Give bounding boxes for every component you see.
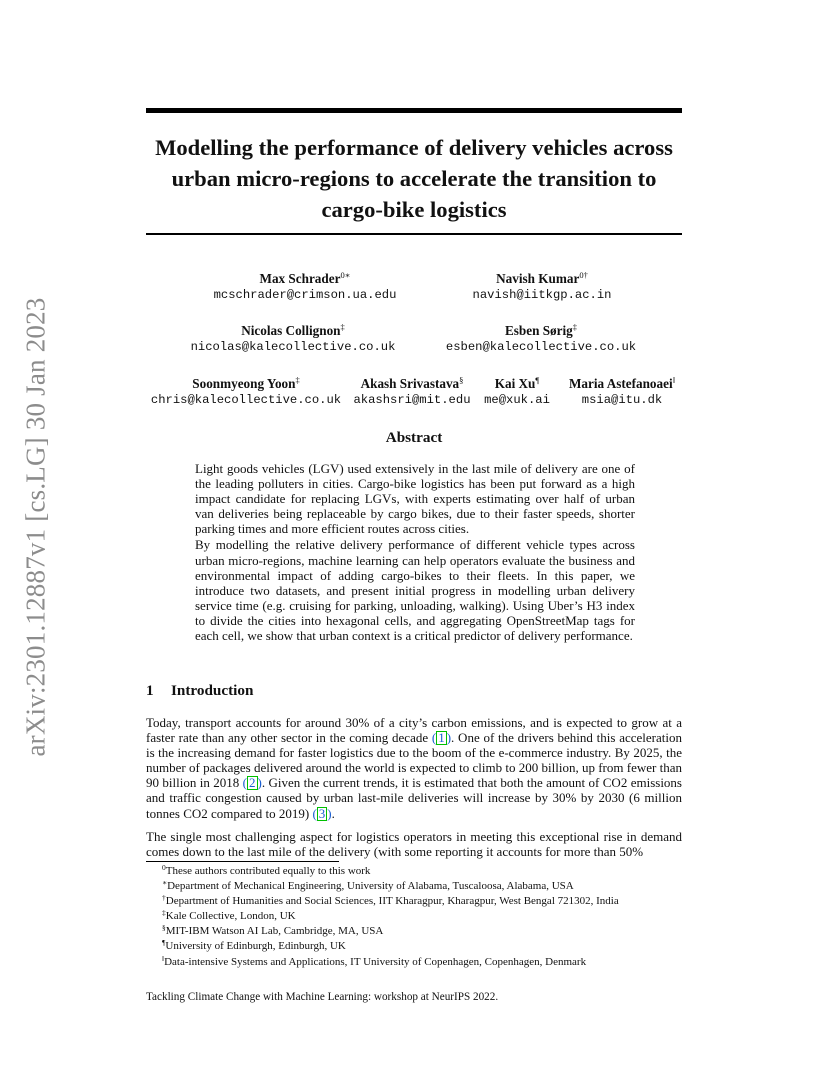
citation-number[interactable]: 3 [318, 805, 326, 821]
author-email[interactable]: esben@kalecollective.co.uk [445, 340, 637, 354]
footnotes [162, 864, 619, 970]
author-affiliation-mark: ‖ [672, 375, 676, 385]
citation-link[interactable]: ( 2 ) [242, 775, 262, 791]
section-number: 1 [146, 682, 154, 699]
citation-number[interactable]: 2 [249, 775, 256, 791]
abstract-heading: Abstract [385, 429, 443, 446]
footnote-mark: § [162, 923, 166, 933]
citation-number[interactable]: 1 [438, 730, 445, 746]
introduction-body [146, 715, 682, 859]
footnote: $^0$These authors contributed equally to this work [162, 863, 371, 877]
author-email[interactable]: nicolas@kalecollective.co.uk [190, 340, 396, 354]
footnote-mark: ‖ [162, 953, 165, 963]
author-block [353, 375, 470, 409]
author-affiliation-mark: ‡ [572, 322, 578, 332]
author-email[interactable]: akashsri@mit.edu [353, 393, 471, 407]
footnote-mark: † [162, 893, 166, 903]
footnote-mark: ∗ [162, 878, 168, 888]
workshop-note: Tackling Climate Change with Machine Learning: workshop at NeurIPS 2022. [146, 991, 499, 1003]
author-affiliation-mark: ‡ [340, 322, 345, 332]
author-affiliation-mark: 0† [579, 270, 588, 280]
author-email[interactable]: chris@kalecollective.co.uk [150, 393, 342, 407]
title-top-rule [146, 108, 682, 113]
section-heading [146, 681, 253, 701]
author-block [191, 322, 396, 356]
author-email[interactable]: mcschrader@crimson.ua.edu [213, 288, 397, 302]
footnote-mark: ¶ [162, 938, 166, 948]
abstract-paragraph: Light goods vehicles (LGV) used extensively in the last mile of delivery are one of the leading polluters in cities. Cargo-bike logistics has been put forward as a high impact candidate for replacing LGVs, with experts estimating over half of urban van deliveries being replaceable by cargo bikes, due to their faster speeds, shorter parking times and more efficient routes across cities. [195, 461, 635, 537]
author-name: Soonmyeong Yoon [192, 376, 296, 391]
author-block [473, 270, 612, 304]
body-paragraph: The single most challenging aspect for logistics operators in meeting this exceptional rise in demand comes down to the last mile of the delivery (with some reporting it accounts for more than 50% [146, 828, 682, 859]
author-affiliation-mark: ‡ [295, 375, 300, 385]
author-email[interactable]: navish@iitkgp.ac.in [472, 288, 612, 302]
footnote: §MIT-IBM Watson AI Lab, Cambridge, MA, USA [162, 923, 384, 938]
abstract-paragraph: By modelling the relative delivery performance of different vehicle types across urban micro-regions, machine learning can help operators evaluate the business and environmental impact of adding cargo-bikes to their fleets. In this paper, we introduce two datasets, and present initial progress in modelling urban delivery service time (e.g. cruising for parking, unloading, walking). Using Uber’s H3 index to divide the cities into hexagonal cells, and aggregating OpenStreetMap tags for each cell, we show that urban context is a critical predictor of delivery performance. [195, 537, 635, 644]
section-title: Introduction [171, 682, 254, 699]
author-name: Navish Kumar [496, 271, 580, 286]
citation-link[interactable]: ( 3 ) [312, 805, 332, 821]
author-block [569, 375, 675, 409]
author-name: Kai Xu [494, 376, 536, 391]
author-affiliation-mark: ¶ [535, 375, 540, 385]
title-bottom-rule [146, 233, 682, 235]
author-block [484, 375, 550, 409]
author-affiliation-mark: 0∗ [340, 270, 351, 280]
citation-link[interactable]: ( 1 ) [431, 730, 452, 746]
author-name: Max Schrader [259, 271, 341, 286]
footnote: ‖Data-intensive Systems and Applications, IT University of Copenhagen, Copenhagen, Denmark [162, 953, 587, 968]
author-affiliation-mark: § [459, 375, 464, 385]
footnote-mark: ‡ [162, 908, 166, 918]
paper-title: Modelling the performance of delivery vehicles across urban micro-regions to accelerate the transition to cargo-bike logistics [155, 135, 673, 222]
footnote-mark: 0 [162, 863, 166, 872]
author-name: Nicolas Collignon [241, 323, 341, 338]
author-block [214, 270, 397, 304]
body-paragraph: Today, transport accounts for around 30% of a city’s carbon emissions, and is expected to grow at a faster rate than any other sector in the coming decade ( 1 ). One of the drivers behind this acceleration is the increasing demand for faster logistics due to the boom of the e-commerce industry. By 2025, the number of packages delivered around the world is expected to climb to 200 billion, up from fewer than 90 billion in 2018 ( 2 ). Given the current trends, it is estimated that both the amount of CO2 emissions and traffic congestion caused by urban last-mile deliveries will increase by 30% by 2030 (6 million tonnes CO2 compared to 2019) ( 3 ). [146, 715, 682, 821]
author-email[interactable]: msia@itu.dk [581, 393, 663, 407]
author-block [446, 322, 636, 356]
author-name: Akash Srivastava [360, 376, 460, 391]
author-block [151, 375, 341, 409]
abstract-body [195, 461, 635, 643]
arxiv-identifier: arXiv:2301.12887v1 [cs.LG] 30 Jan 2023 [20, 297, 51, 757]
footnote: †Department of Humanities and Social Sciences, IIT Kharagpur, Kharagpur, West Bengal 721302, India [162, 893, 619, 908]
footnote: ∗Department of Mechanical Engineering, University of Alabama, Tuscaloosa, Alabama, USA [162, 878, 574, 893]
footnote: ¶University of Edinburgh, Edinburgh, UK [162, 938, 346, 953]
author-email[interactable]: me@xuk.ai [484, 393, 550, 407]
author-name: Maria Astefanoaei [568, 376, 673, 391]
author-name: Esben Sørig [504, 323, 573, 338]
footnote-rule [146, 861, 339, 862]
footnote: ‡Kale Collective, London, UK [162, 908, 296, 923]
